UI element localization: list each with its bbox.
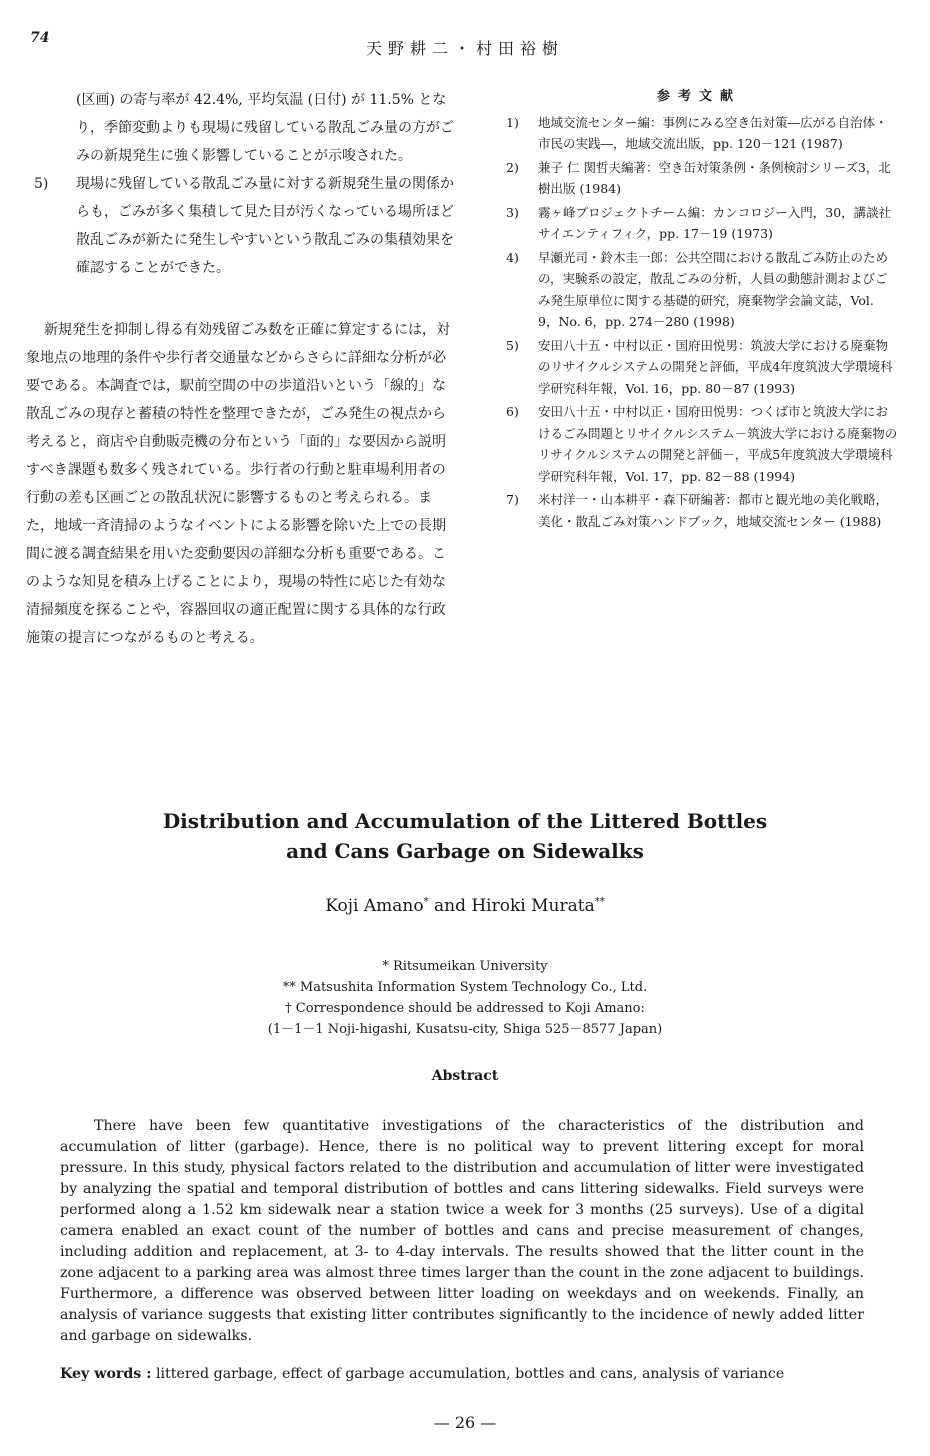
reference-text: 兼子 仁 関哲夫編著：空き缶対策条例・条例検討シリーズ3，北樹出版 (1984) bbox=[538, 159, 891, 196]
reference-item bbox=[500, 401, 898, 487]
conclusion-continued: (区画) の寄与率が 42.4%, 平均気温 (日付) が 11.5% となり，季節変動よりも現場に残留している散乱ごみ量の方がごみの新規発生に強く影響していることが示唆された。 bbox=[76, 92, 454, 164]
conclusion-number: 5) bbox=[34, 176, 49, 192]
affiliation-2: ** Matsushita Information System Technology Co., Ltd. bbox=[282, 980, 648, 995]
reference-number: 3) bbox=[506, 204, 519, 220]
reference-item bbox=[500, 157, 898, 200]
affiliation-1: * Ritsumeikan University bbox=[382, 959, 548, 974]
reference-text: 安田八十五・中村以正・国府田悦男：筑波大学における廃棄物のリサイクルシステムの開発と評価，平成4年度筑波大学環境科学研究科年報，Vol. 16，pp. 80－87 (1993) bbox=[538, 337, 893, 396]
author-2-mark: ** bbox=[594, 896, 605, 908]
affiliations bbox=[0, 956, 930, 1040]
reference-item bbox=[500, 247, 898, 333]
correspondence-note: † Correspondence should be addressed to Koji Amano: bbox=[285, 1001, 645, 1016]
title-line-2: and Cans Garbage on Sidewalks bbox=[286, 839, 644, 863]
author-1-mark: * bbox=[423, 896, 429, 908]
reference-text: 地域交流センター編：事例にみる空き缶対策―広がる自治体・市民の実践―，地域交流出版，pp. 120－121 (1987) bbox=[538, 114, 888, 151]
reference-item bbox=[500, 112, 898, 155]
references-heading: 参考文献 bbox=[656, 89, 741, 104]
page-footer: — 26 — bbox=[433, 1413, 497, 1432]
reference-item bbox=[500, 335, 898, 400]
reference-list bbox=[500, 112, 898, 533]
correspondence-address: (1－1－1 Noji-higashi, Kusatsu-city, Shiga 525－8577 Japan) bbox=[267, 1022, 663, 1037]
author-line bbox=[0, 896, 930, 916]
title-line-1: Distribution and Accumulation of the Littered Bottles bbox=[162, 809, 768, 833]
discussion-paragraph: 新規発生を抑制し得る有効残留ごみ数を正確に算定するには，対象地点の地理的条件や歩行者交通量などからさらに詳細な分析が必要である。本調査では，駅前空間の中の歩道沿いという「線的」な散乱ごみの現存と蓄積の特性を整理できたが，ごみ発生の視点から考えると，商店や自動販売機の分布という「面的」な要因から説明すべき課題も数多く残されている。歩行者の行動と駐車場利用者の行動の差も区画ごとの散乱状況に影響するものと考えられる。また，地域一斉清掃のようなイベントによる影響を除いた上での長期間に渡る調査結果を用いた変動要因の詳細な分析も重要である。このような知見を積み上げることにより，現場の特性に応じた有効な清掃頻度を探ることや，容器回収の適正配置に関する具体的な行政施策の提言につながるものと考える。 bbox=[26, 322, 450, 646]
reference-number: 1) bbox=[506, 114, 519, 130]
keywords-text: littered garbage, effect of garbage accumulation, bottles and cans, analysis of variance bbox=[155, 1366, 785, 1382]
reference-text: 早瀬光司・鈴木圭一郎：公共空間における散乱ごみ防止のための，実験系の設定，散乱ごみの分析，人員の動態計測およびごみ発生原単位に関する基礎的研究，廃棄物学会論文誌，Vol. 9，No. 6，pp. 274－280 (1998) bbox=[538, 249, 889, 329]
reference-number: 2) bbox=[506, 159, 519, 175]
author-2: Hiroki Murata bbox=[471, 896, 595, 916]
abstract-body: There have been few quantitative investigations of the characteristics of the distribution and accumulation of litter (garbage). Hence, there is no political way to prevent littering except for moral pressure. In this study, physical factors related to the distribution and accumulation of litter were investigated by analyzing the spatial and temporal distribution of bottles and cans littering sidewalks. Field surveys were performed along a 1.52 km sidewalk near a station twice a week for 3 months (25 surveys). Use of a digital camera enabled an exact count of the number of bottles and cans and precise measurement of changes, including addition and replacement, at 3- to 4-day intervals. The results showed that the litter count in the zone adjacent to a parking area was almost three times larger than the count in the zone adjacent to buildings. Furthermore, a difference was observed between litter loading on weekdays and on weekends. Finally, an analysis of variance suggests that existing litter contributes significantly to the incidence of newly added litter and garbage on sidewalks. bbox=[60, 1118, 864, 1344]
reference-text: 安田八十五・中村以正・国府田悦男：つくば市と筑波大学におけるごみ問題とリサイクルシステム－筑波大学における廃棄物のリサイクルシステムの開発と評価－，平成5年度筑波大学環境科学研究科年報，Vol. 17，pp. 82－88 (1994) bbox=[538, 404, 898, 484]
left-column bbox=[26, 86, 454, 652]
reference-number: 5) bbox=[506, 337, 519, 353]
reference-text: 霧ヶ峰プロジェクトチーム編：カンコロジー入門，30，講談社サイエンティフィク，pp. 17－19 (1973) bbox=[538, 204, 892, 241]
keywords bbox=[60, 1364, 880, 1385]
reference-number: 6) bbox=[506, 404, 519, 419]
conclusion-text: 現場に残留している散乱ごみ量に対する新規発生量の関係からも，ごみが多く集積して見た目が汚くなっている場所ほど散乱ごみが新たに発生しやすいという散乱ごみの集積効果を確認することができた。 bbox=[76, 176, 454, 276]
reference-number: 4) bbox=[506, 249, 519, 265]
reference-number: 7) bbox=[506, 492, 519, 507]
reference-item bbox=[500, 202, 898, 245]
page-number: 74 bbox=[30, 30, 50, 46]
conclusion-item-5 bbox=[26, 170, 454, 282]
author-1: Koji Amano bbox=[325, 896, 424, 916]
english-title bbox=[0, 806, 930, 866]
abstract-heading: Abstract bbox=[431, 1068, 499, 1084]
references-section bbox=[500, 86, 898, 534]
reference-item bbox=[500, 489, 898, 532]
running-header: 天野耕二・村田裕樹 bbox=[365, 39, 564, 58]
authors-conjunction: and bbox=[433, 896, 466, 916]
reference-text: 米村洋一・山本耕平・森下研編著：都市と観光地の美化戦略，美化・散乱ごみ対策ハンドブック，地域交流センター (1988) bbox=[538, 492, 889, 529]
keywords-label: Key words : bbox=[60, 1366, 152, 1382]
